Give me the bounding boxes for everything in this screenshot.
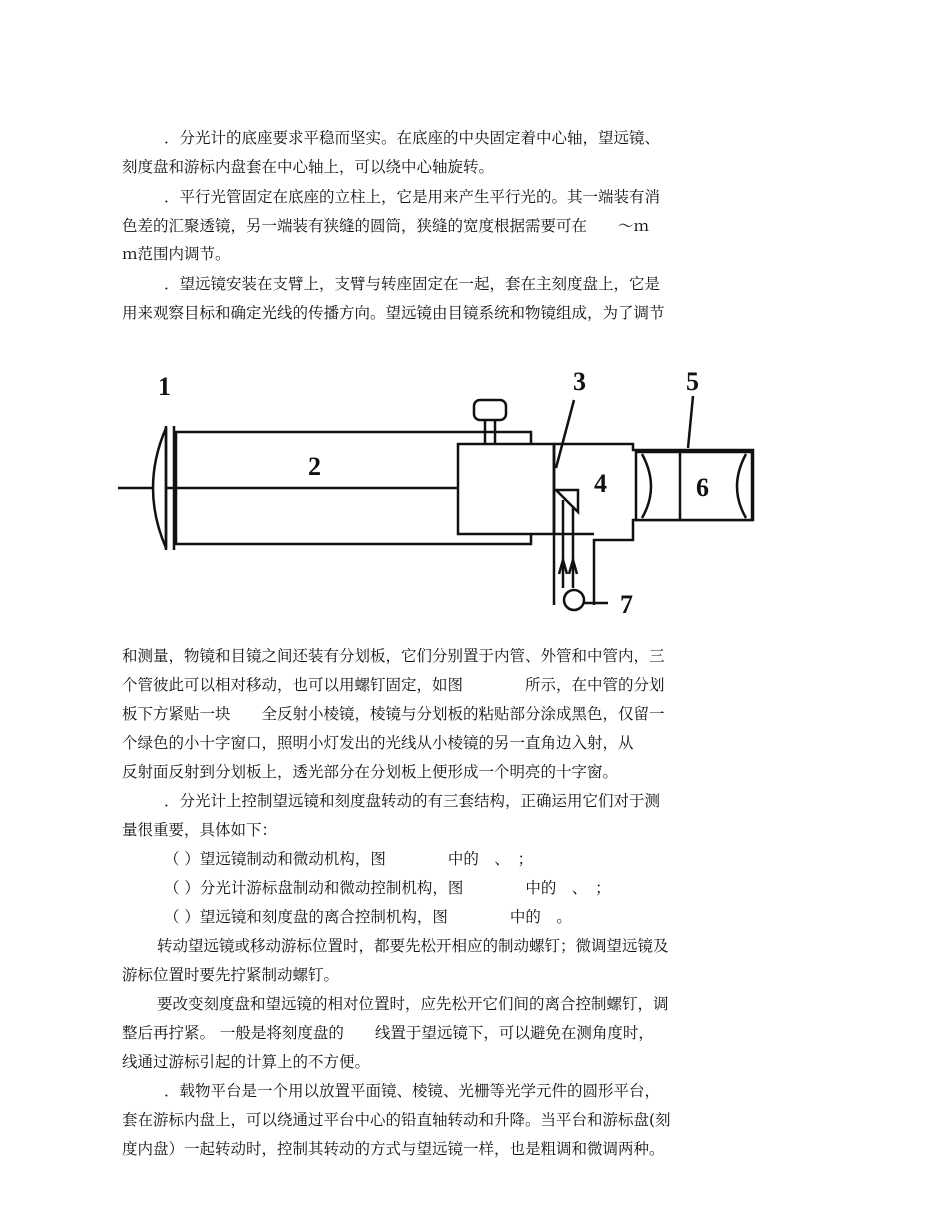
figure-label-3: 3: [573, 367, 586, 396]
figure-label-7: 7: [620, 590, 633, 619]
text-line: 度内盘）一起转动时，控制其转动的方式与望远镜一样，也是粗调和微调两种。: [122, 1140, 665, 1158]
text-line: ．望远镜安装在支臂上，支臂与转座固定在一起，套在主刻度盘上，它是: [164, 275, 661, 293]
text-line: 个管彼此可以相对移动，也可以用螺钉固定，如图 所示，在中管的分划: [122, 676, 665, 694]
text-line: （ ）望远镜制动和微动机构，图 中的 、 ；: [164, 850, 534, 868]
text-line: 要改变刻度盘和望远镜的相对位置时，应先松开它们间的离合控制螺钉，调: [157, 995, 669, 1013]
leader-3: [556, 400, 574, 468]
text-line: 和测量，物镜和目镜之间还装有分划板，它们分别置于内管、外管和中管内，三: [122, 647, 665, 665]
text-line: 转动望远镜或移动游标位置时，都要先松开相应的制动螺钉；微调望远镜及: [157, 937, 669, 955]
text-line: 量很重要，具体如下：: [122, 821, 278, 839]
text-line: 刻度盘和游标内盘套在中心轴上，可以绕中心轴旋转。: [122, 158, 495, 176]
text-line: 套在游标内盘上，可以绕通过平台中心的铅直轴转动和升降。当平台和游标盘(刻: [122, 1111, 671, 1129]
leader-5: [688, 396, 693, 448]
text-line: 个绿色的小十字窗口，照明小灯发出的光线从小棱镜的另一直角边入射，从: [122, 734, 634, 752]
telescope-svg: [108, 360, 768, 630]
text-line: 色差的汇聚透镜，另一端装有狭缝的圆筒，狭缝的宽度根据需要可在 ～ｍ: [122, 217, 650, 235]
figure-label-4: 4: [594, 469, 607, 498]
text-line: 整后再拧紧。 一般是将刻度盘的 线置于望远镜下，可以避免在测角度时，: [122, 1024, 654, 1042]
text-line: 板下方紧贴一块 全反射小棱镜，棱镜与分划板的粘贴部分涂成黑色，仅留一: [122, 705, 665, 723]
figure-label-2: 2: [308, 452, 321, 481]
figure-label-1: 1: [158, 372, 171, 401]
text-line: ．载物平台是一个用以放置平面镜、棱镜、光栅等光学元件的圆形平台，: [164, 1082, 661, 1100]
eyepiece-tube: [636, 452, 752, 520]
text-line: ．平行光管固定在底座的立柱上，它是用来产生平行光的。其一端装有消: [164, 188, 661, 206]
text-line: 线通过游标引起的计算上的不方便。: [122, 1053, 371, 1071]
lock-screw-head: [474, 400, 506, 420]
text-line: 用来观察目标和确定光线的传播方向。望远镜由目镜系统和物镜组成，为了调节: [122, 304, 665, 322]
figure-label-5: 5: [686, 367, 699, 396]
text-line: （ ）望远镜和刻度盘的离合控制机构，图 中的 。: [164, 908, 572, 926]
text-line: 游标位置时要先拧紧制动螺钉。: [122, 966, 340, 984]
clamp-block: [458, 444, 554, 534]
text-line: ｍ范围内调节。: [122, 245, 231, 263]
text-line: 反射面反射到分划板上，透光部分在分划板上便形成一个明亮的十字窗。: [122, 763, 619, 781]
telescope-diagram: [108, 360, 768, 634]
prism: [556, 490, 578, 512]
figure-label-6: 6: [696, 473, 709, 502]
text-line: （ ）分光计游标盘制动和微动控制机构，图 中的 、 ；: [164, 879, 611, 897]
lamp-bulb: [564, 590, 584, 610]
text-line: ．分光计的底座要求平稳而坚实。在底座的中央固定着中心轴，望远镜、: [164, 129, 661, 147]
objective-lens: [153, 428, 166, 548]
text-line: ．分光计上控制望远镜和刻度盘转动的有三套结构，正确运用它们对于测: [164, 792, 661, 810]
